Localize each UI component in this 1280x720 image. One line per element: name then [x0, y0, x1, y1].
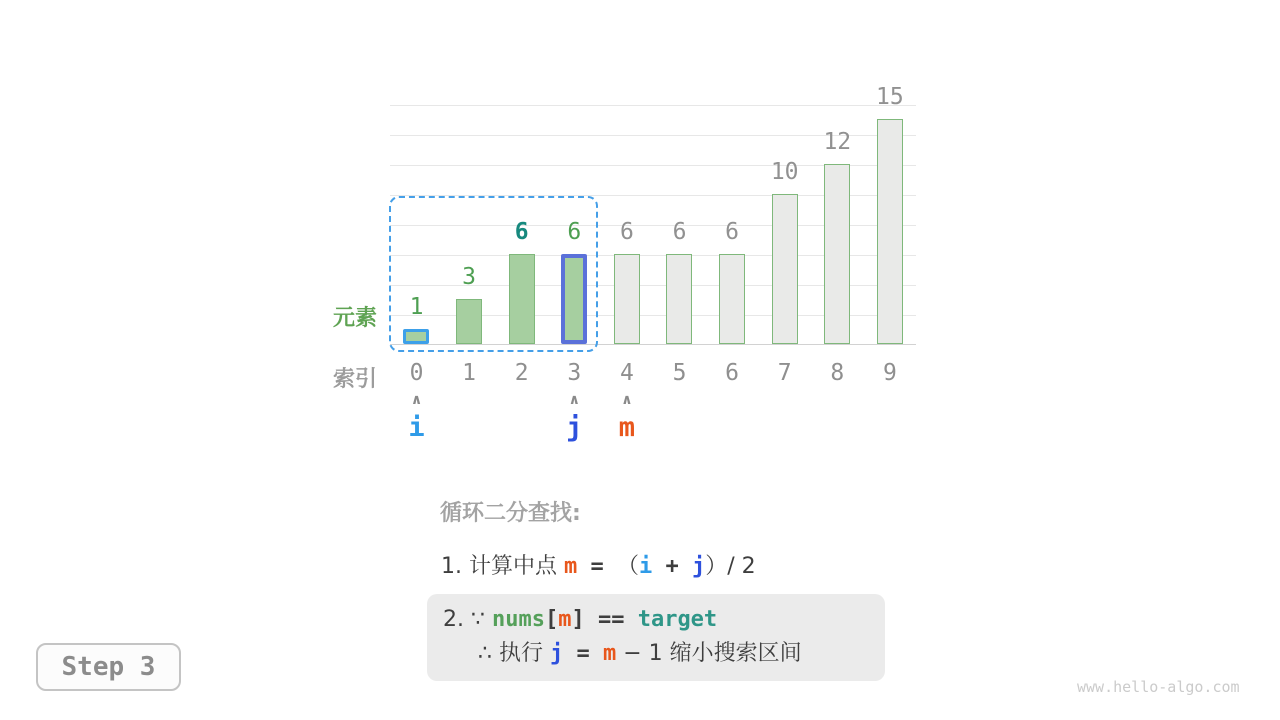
bar-value-label-4: 6: [619, 219, 634, 245]
explanation-step-2-line-2: [478, 637, 869, 671]
gridline: [390, 105, 916, 106]
text-segment: ）: [705, 554, 728, 579]
explanation-highlight-box: [427, 594, 885, 681]
index-label-2: 2: [514, 360, 529, 386]
pointer-caret-j: ∧: [568, 392, 580, 408]
text-segment: target: [637, 607, 718, 632]
text-segment: j: [692, 554, 706, 579]
index-label-7: 7: [777, 360, 792, 386]
index-label-4: 4: [619, 360, 634, 386]
bar-value-label-7: 10: [770, 159, 799, 185]
bar-6: [719, 254, 745, 344]
index-label-3: 3: [567, 360, 582, 386]
step-badge: Step 3: [36, 643, 181, 691]
text-segment: j: [549, 641, 564, 666]
text-segment: m: [558, 607, 572, 632]
text-segment: − 1 缩小搜索区间: [616, 641, 802, 666]
text-segment: m: [563, 554, 578, 579]
search-range-box: [389, 196, 598, 352]
bar-7: [772, 194, 798, 344]
text-segment: =: [577, 554, 617, 579]
index-label-8: 8: [830, 360, 845, 386]
explanation-step-1: [441, 549, 756, 580]
text-segment: 1. 计算中点: [441, 554, 564, 579]
pointer-label-j: j: [566, 412, 583, 443]
text-segment: ==: [584, 607, 638, 632]
text-segment: / 2: [727, 554, 756, 579]
bar-value-label-8: 12: [823, 129, 852, 155]
element-row-label: 元素: [332, 306, 377, 331]
text-segment: [: [544, 607, 559, 632]
pointer-label-i: i: [408, 412, 425, 443]
site-watermark: www.hello-algo.com: [1077, 678, 1240, 696]
bar-value-label-0: 1: [409, 294, 424, 320]
index-label-5: 5: [672, 360, 687, 386]
text-segment: =: [563, 641, 603, 666]
text-segment: m: [602, 641, 617, 666]
index-label-1: 1: [462, 360, 477, 386]
pointer-label-m: m: [618, 412, 636, 443]
text-segment: +: [652, 554, 692, 579]
text-segment: 2. ∵: [443, 607, 492, 632]
bar-value-label-1: 3: [462, 264, 477, 290]
text-segment: ∴ 执行: [478, 641, 550, 666]
bar-8: [824, 164, 850, 344]
bar-5: [666, 254, 692, 344]
text-segment: i: [639, 554, 653, 579]
pointer-caret-i: ∧: [410, 392, 423, 408]
bar-value-label-3: 6: [567, 219, 582, 245]
bar-4: [614, 254, 640, 344]
index-label-9: 9: [882, 360, 897, 386]
bar-value-label-6: 6: [725, 219, 740, 245]
index-label-0: 0: [409, 360, 424, 386]
text-segment: （: [616, 554, 639, 579]
index-row-label: 索引: [332, 367, 377, 392]
bar-9: [877, 119, 903, 344]
pointer-caret-m: ∧: [621, 392, 633, 408]
explanation-title: 循环二分查找:: [440, 501, 581, 526]
text-segment: nums: [491, 607, 545, 632]
index-label-6: 6: [725, 360, 740, 386]
text-segment: ]: [571, 607, 585, 632]
explanation-step-2-line-1: [443, 603, 869, 637]
bar-value-label-2: 6: [514, 219, 529, 245]
bar-value-label-5: 6: [672, 219, 687, 245]
bar-value-label-9: 15: [876, 84, 904, 110]
